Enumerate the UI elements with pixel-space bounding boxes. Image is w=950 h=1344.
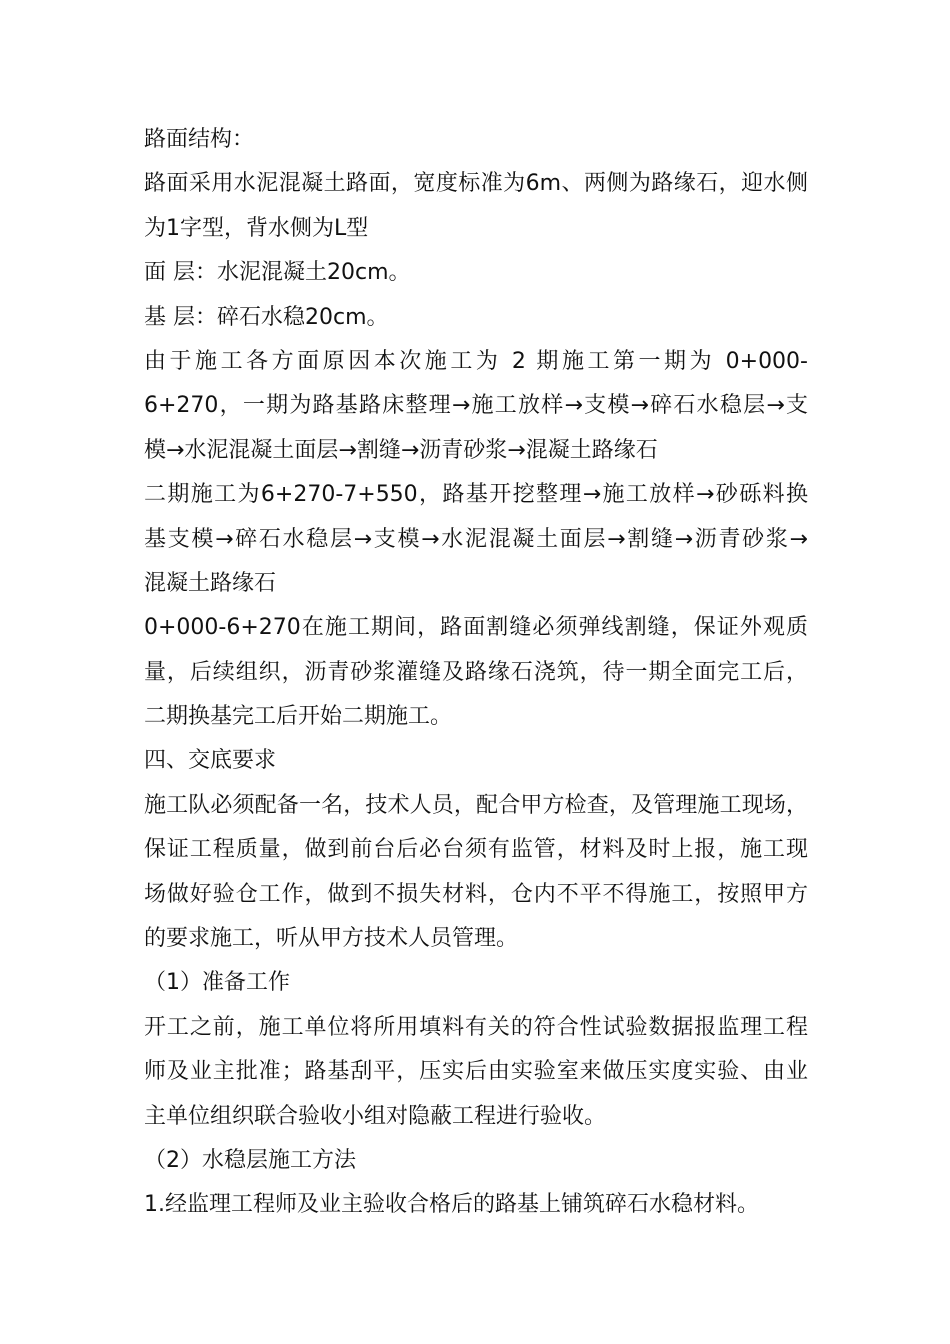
text-line: 路面采用水泥混凝土路面，宽度标准为6m、两侧为路缘石，迎水侧 bbox=[144, 171, 808, 197]
document-body bbox=[144, 118, 808, 1228]
text-line: 6+270，一期为路基路床整理→施工放样→支模→碎石水稳层→支 bbox=[144, 393, 808, 419]
text-line: 模→水泥混凝土面层→割缝→沥青砂浆→混凝土路缘石 bbox=[144, 437, 658, 463]
text-line: 由于施工各方面原因本次施工为 2 期施工第一期为 0+000- bbox=[144, 348, 808, 374]
text-line: 的要求施工，听从甲方技术人员管理。 bbox=[144, 926, 519, 952]
section-heading: 四、交底要求 bbox=[144, 748, 277, 774]
text-line: 保证工程质量，做到前台后必台须有监管，材料及时上报，施工现 bbox=[144, 837, 808, 863]
subsection-heading: （1）准备工作 bbox=[144, 970, 290, 996]
text-line: 开工之前，施工单位将所用填料有关的符合性试验数据报监理工程 bbox=[144, 1014, 808, 1040]
text-line: 1.经监理工程师及业主验收合格后的路基上铺筑碎石水稳材料。 bbox=[144, 1192, 759, 1218]
text-line: 场做好验仓工作，做到不损失材料，仓内不平不得施工，按照甲方 bbox=[144, 881, 808, 907]
subsection-heading: （2）水稳层施工方法 bbox=[144, 1147, 356, 1173]
text-line: 0+000-6+270在施工期间，路面割缝必须弹线割缝，保证外观质 bbox=[144, 615, 808, 641]
text-line: 基支模→碎石水稳层→支模→水泥混凝土面层→割缝→沥青砂浆→ bbox=[144, 526, 808, 552]
text-line: 面 层：水泥混凝土20cm。 bbox=[144, 260, 411, 286]
text-line: 主单位组织联合验收小组对隐蔽工程进行验收。 bbox=[144, 1103, 607, 1129]
text-line: 基 层：碎石水稳20cm。 bbox=[144, 304, 389, 330]
text-line: 量，后续组织，沥青砂浆灌缝及路缘石浇筑，待一期全面完工后， bbox=[144, 659, 808, 685]
text-line: 师及业主批准；路基刮平，压实后由实验室来做压实度实验、由业 bbox=[144, 1059, 808, 1085]
text-line: 为1字型，背水侧为L型 bbox=[144, 215, 369, 241]
text-line: 施工队必须配备一名，技术人员，配合甲方检查，及管理施工现场， bbox=[144, 792, 808, 818]
text-line: 路面结构： bbox=[144, 127, 255, 152]
text-line: 二期换基完工后开始二期施工。 bbox=[144, 704, 453, 730]
text-line: 二期施工为6+270-7+550，路基开挖整理→施工放样→砂砾料换 bbox=[144, 482, 808, 508]
text-line: 混凝土路缘石 bbox=[144, 570, 277, 596]
